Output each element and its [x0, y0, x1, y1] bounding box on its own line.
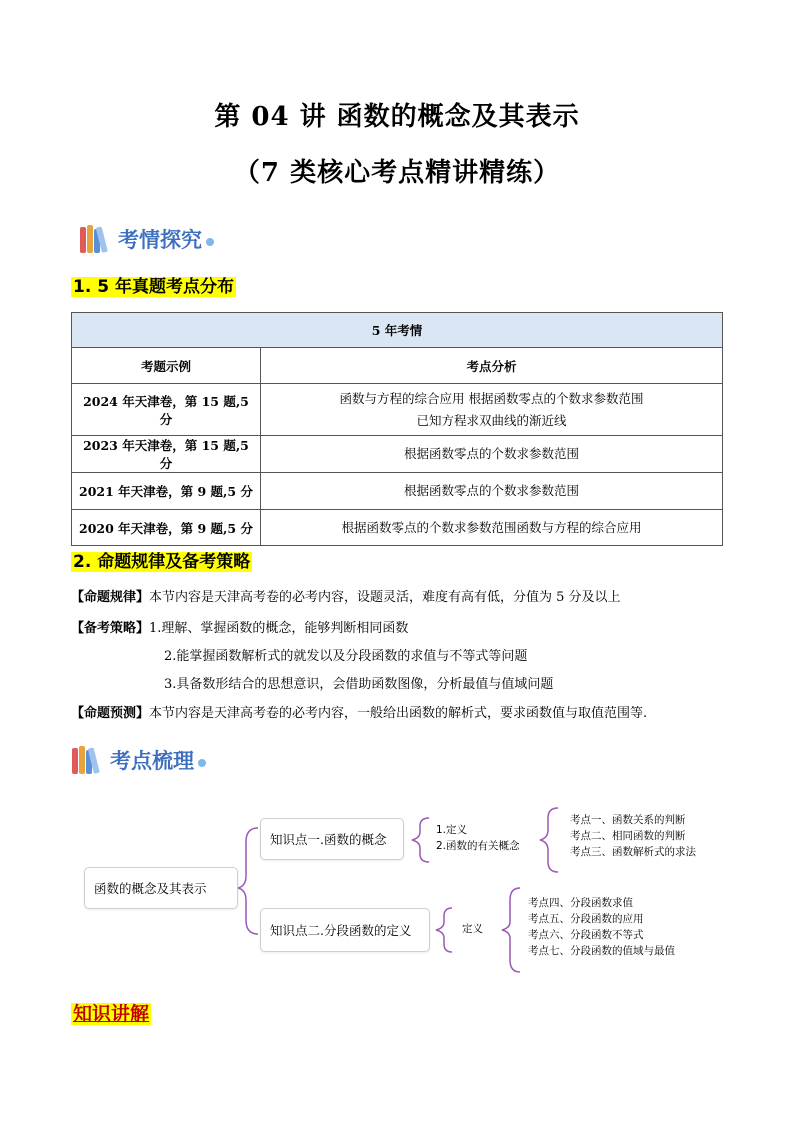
subheading-5year: 1. 5 年真题考点分布	[73, 277, 234, 297]
mindmap-leaf: 考点一、函数关系的判断	[570, 814, 686, 826]
knowledge-explain-heading: 知识讲解	[73, 1003, 150, 1025]
dot-icon	[206, 238, 214, 246]
mindmap-branch2: 知识点二.分段函数的定义	[260, 908, 430, 952]
mindmap-leaf: 考点六、分段函数不等式	[528, 929, 644, 941]
page-title: 第 04 讲 函数的概念及其表示	[214, 102, 580, 132]
table-cell-exam: 2024 年天津卷，第 15 题,5 分	[72, 384, 261, 436]
table-caption: 5 年考情	[72, 313, 723, 348]
table-row	[72, 473, 723, 510]
strategy-tag: 【备考策略】	[71, 621, 150, 636]
section-title: 考点梳理	[110, 749, 194, 773]
dot-icon	[198, 759, 206, 767]
mindmap-leaf: 考点四、分段函数求值	[528, 897, 633, 909]
predict-text: 本节内容是天津高考卷的必考内容，一般给出函数的解析式，要求函数值与取值范围等.	[149, 706, 648, 721]
table-row	[72, 384, 723, 436]
table-cell-analysis: 根据函数零点的个数求参数范围函数与方程的综合应用	[261, 510, 723, 546]
brace-leaves2	[502, 888, 520, 972]
mindmap-mid: 2.函数的有关概念	[436, 840, 520, 852]
law-text: 本节内容是天津高考卷的必考内容，设题灵活，难度有高有低，分值为 5 分及以上	[149, 590, 621, 605]
exam-table	[71, 312, 723, 546]
table-cell-analysis: 根据函数零点的个数求参数范围	[261, 473, 723, 510]
brace-branch1	[412, 818, 429, 862]
law-tag: 【命题规律】	[71, 590, 150, 605]
page-subtitle: （7 类核心考点精讲精练）	[233, 158, 561, 188]
mindmap-leaf: 考点五、分段函数的应用	[528, 913, 644, 925]
strategy-item: 3.具备数形结合的思想意识，会借助函数图像，分析最值与值域问题	[164, 677, 554, 692]
mindmap-leaf: 考点七、分段函数的值域与最值	[528, 945, 675, 957]
table-cell-analysis	[261, 384, 723, 436]
table-cell-exam: 2020 年天津卷，第 9 题,5 分	[72, 510, 261, 546]
mindmap-root: 函数的概念及其表示	[84, 867, 238, 909]
subheading-rules: 2. 命题规律及备考策略	[73, 552, 251, 572]
section-header-exam-info	[80, 224, 214, 254]
table-cell-analysis: 根据函数零点的个数求参数范围	[261, 436, 723, 473]
table-cell-exam: 2021 年天津卷，第 9 题,5 分	[72, 473, 261, 510]
strategy-line	[71, 619, 408, 639]
brace-branch2	[436, 908, 452, 952]
section-header-knowledge	[72, 745, 206, 775]
mindmap-mid: 定义	[462, 923, 483, 935]
mindmap-mid: 1.定义	[436, 824, 468, 836]
strategy-item: 2.能掌握函数解析式的就发以及分段函数的求值与不等式等问题	[164, 649, 528, 664]
predict-line	[71, 704, 647, 724]
table-header: 考点分析	[261, 348, 723, 384]
analysis-line: 已知方程求双曲线的渐近线	[416, 412, 567, 428]
table-cell-exam: 2023 年天津卷，第 15 题,5 分	[72, 436, 261, 473]
books-icon	[80, 225, 114, 253]
table-row	[72, 510, 723, 546]
mindmap-leaf: 考点二、相同函数的判断	[570, 830, 686, 842]
mindmap-leaf: 考点三、函数解析式的求法	[570, 846, 696, 858]
mindmap-branch1: 知识点一.函数的概念	[260, 818, 404, 860]
brace-leaves1	[540, 808, 558, 872]
predict-tag: 【命题预测】	[71, 706, 150, 721]
table-row	[72, 436, 723, 473]
analysis-line: 函数与方程的综合应用 根据函数零点的个数求参数范围	[339, 390, 644, 406]
brace-root	[238, 828, 258, 934]
strategy-item: 1.理解、掌握函数的概念，能够判断相同函数	[149, 621, 409, 636]
section-title: 考情探究	[118, 228, 202, 252]
table-header: 考题示例	[72, 348, 261, 384]
law-line	[71, 588, 621, 608]
books-icon	[72, 746, 106, 774]
